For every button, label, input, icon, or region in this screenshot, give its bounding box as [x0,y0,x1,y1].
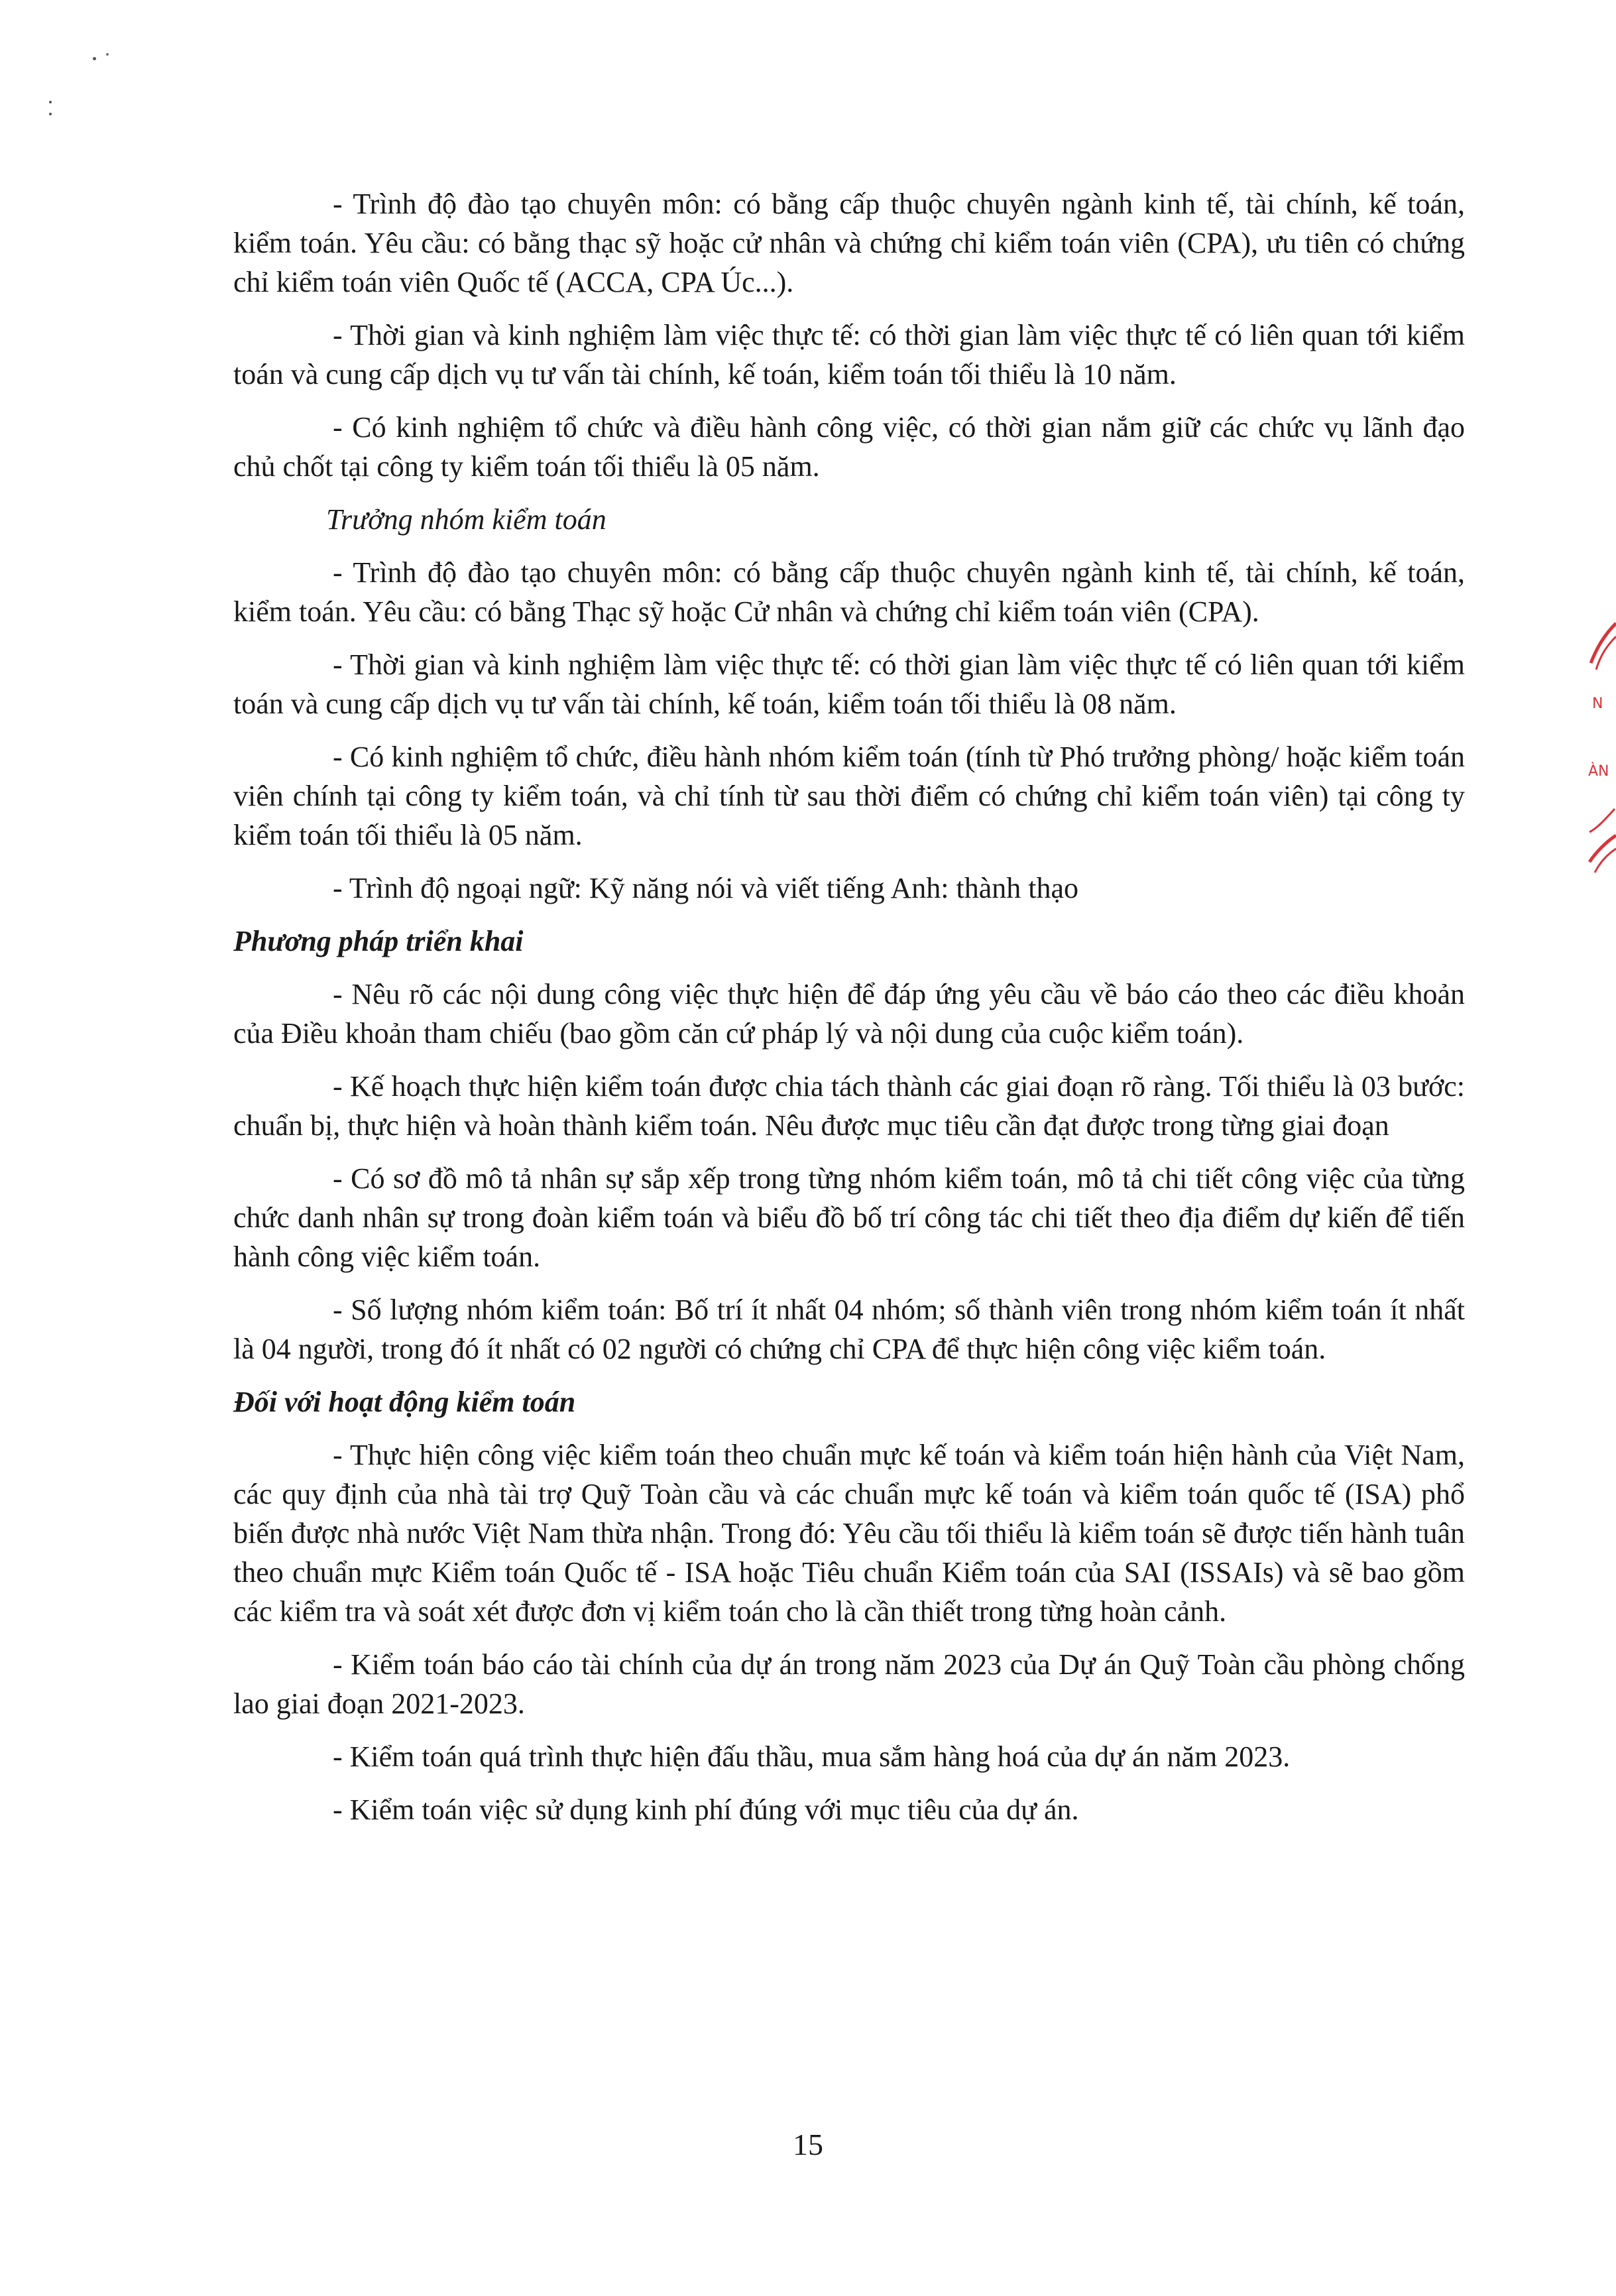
paragraph: - Trình độ ngoại ngữ: Kỹ năng nói và viết tiếng Anh: thành thạo [333,872,1078,904]
scan-speck [49,101,52,103]
scan-speck [93,57,96,60]
section-heading-audit: Đối với hoạt động kiểm toán [233,1386,576,1418]
paragraph: - Thời gian và kinh nghiệm làm việc thực tế: có thời gian làm việc thực tế có liên quan tới kiểm toán và cung cấp dịch vụ tư vấn tài chính, kế toán, kiểm toán tối thiểu là 08 năm. [233,648,1465,720]
paragraph: - Thực hiện công việc kiểm toán theo chuẩn mực kế toán và kiểm toán hiện hành của Việt Nam, các quy định của nhà tài trợ Quỹ Toàn cầu và các chuẩn mực kế toán và kiểm toán quốc tế (ISA) phổ biến được nhà nước Việt Nam thừa nhận. Trong đó: Yêu cầu tối thiểu là kiểm toán sẽ được tiến hành tuân theo chuẩn mực Kiểm toán Quốc tế - ISA hoặc Tiêu chuẩn Kiểm toán của SAI (ISSAIs) và sẽ bao gồm các kiểm tra và soát xét được đơn vị kiểm toán cho là cần thiết trong từng hoàn cảnh. [233,1439,1465,1628]
paragraph: - Có kinh nghiệm tổ chức, điều hành nhóm kiểm toán (tính từ Phó trưởng phòng/ hoặc kiểm toán viên chính tại công ty kiểm toán, và chỉ tính từ sau thời điểm có chứng chỉ kiểm toán viên) tại công ty kiểm toán tối thiểu là 05 năm. [233,741,1465,851]
seal-stamp-fragment [1576,610,1616,902]
paragraph: - Có kinh nghiệm tổ chức và điều hành công việc, có thời gian nắm giữ các chức vụ lãnh đạo chủ chốt tại công ty kiểm toán tối thiểu là 05 năm. [233,411,1465,483]
paragraph: - Kế hoạch thực hiện kiểm toán được chia tách thành các giai đoạn rõ ràng. Tối thiểu là 03 bước: chuẩn bị, thực hiện và hoàn thành kiểm toán. Nêu được mục tiêu cần đạt được trong từng giai đoạn [233,1070,1465,1142]
paragraph: - Kiểm toán việc sử dụng kinh phí đúng với mục tiêu của dự án. [333,1793,1079,1826]
page-number: 15 [793,2128,823,2161]
svg-text:ÀN: ÀN [1588,763,1609,780]
paragraph: - Có sơ đồ mô tả nhân sự sắp xếp trong từng nhóm kiểm toán, mô tả chi tiết công việc của từng chức danh nhân sự trong đoàn kiểm toán và biểu đồ bố trí công tác chi tiết theo địa điểm dự kiến để tiến hành công việc kiểm toán. [233,1162,1465,1273]
scan-speck [49,113,52,115]
paragraph: - Kiểm toán quá trình thực hiện đấu thầu, mua sắm hàng hoá của dự án năm 2023. [333,1740,1291,1773]
paragraph: - Kiểm toán báo cáo tài chính của dự án trong năm 2023 của Dự án Quỹ Toàn cầu phòng chống lao giai đoạn 2021-2023. [233,1648,1465,1720]
paragraph: - Trình độ đào tạo chuyên môn: có bằng cấp thuộc chuyên ngành kinh tế, tài chính, kế toán, kiểm toán. Yêu cầu: có bằng thạc sỹ hoặc cử nhân và chứng chỉ kiểm toán viên (CPA), ưu tiên có chứng chỉ kiểm toán viên Quốc tế (ACCA, CPA Úc...). [233,188,1465,298]
paragraph: - Thời gian và kinh nghiệm làm việc thực tế: có thời gian làm việc thực tế có liên quan tới kiểm toán và cung cấp dịch vụ tư vấn tài chính, kế toán, kiểm toán tối thiểu là 10 năm. [233,319,1465,391]
section-heading-method: Phương pháp triển khai [233,925,524,957]
document-body [233,184,1465,1843]
paragraph: - Số lượng nhóm kiểm toán: Bố trí ít nhất 04 nhóm; số thành viên trong nhóm kiểm toán ít nhất là 04 người, trong đó ít nhất có 02 người có chứng chỉ CPA để thực hiện công việc kiểm toán. [233,1294,1465,1365]
paragraph: - Nêu rõ các nội dung công việc thực hiện để đáp ứng yêu cầu về báo cáo theo các điều khoản của Điều khoản tham chiếu (bao gồm căn cứ pháp lý và nội dung của cuộc kiểm toán). [233,978,1465,1050]
paragraph: - Trình độ đào tạo chuyên môn: có bằng cấp thuộc chuyên ngành kinh tế, tài chính, kế toán, kiểm toán. Yêu cầu: có bằng Thạc sỹ hoặc Cử nhân và chứng chỉ kiểm toán viên (CPA). [233,556,1465,628]
svg-text:N: N [1592,695,1603,712]
scan-speck [106,53,109,56]
subheading-team-leader: Trưởng nhóm kiểm toán [326,503,606,536]
